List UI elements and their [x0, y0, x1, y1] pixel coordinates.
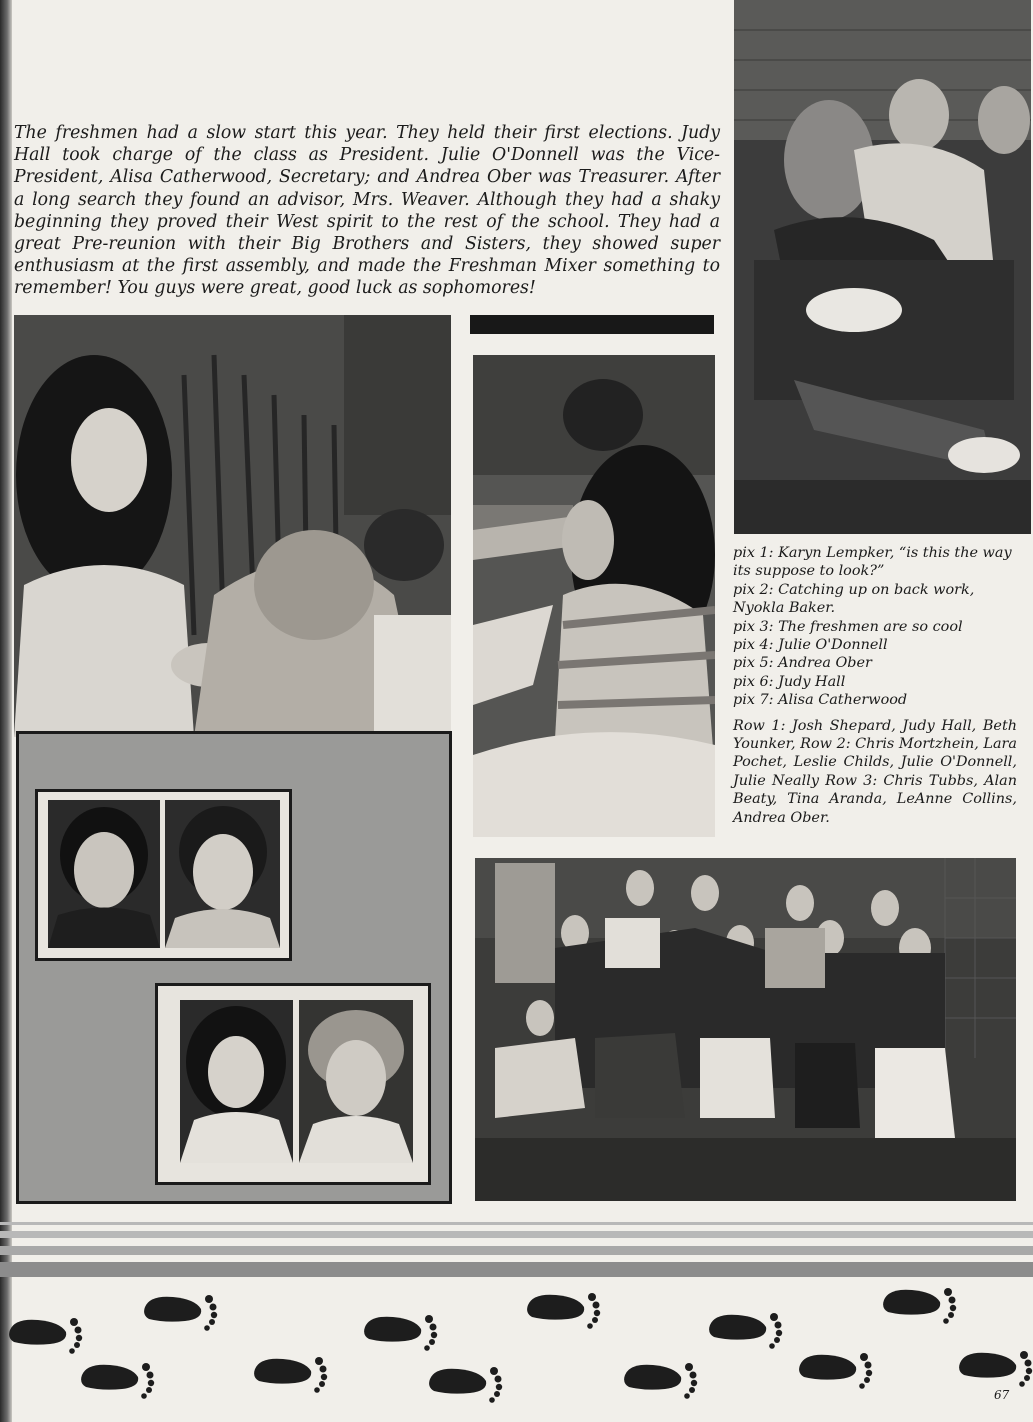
portrait-pix-7: [299, 1000, 413, 1163]
portrait-frame-bottom: [155, 983, 431, 1185]
officer-portraits-panel: [16, 731, 452, 1204]
photo-students-on-bench: [734, 0, 1031, 534]
stripe: [0, 1231, 1033, 1238]
photo-captions: [733, 544, 1017, 827]
footprint-icon: [9, 1318, 82, 1354]
stripe: [0, 1222, 1033, 1225]
footprint-icon: [624, 1363, 697, 1399]
page-binding-shadow: [0, 0, 12, 1422]
stripe: [0, 1246, 1033, 1255]
intro-paragraph: The freshmen had a slow start this year. They held their first elections. Judy Hall took charge of the class as President. Julie O'Donnell was the Vice-President, Alisa Catherwood, Secretary; and Andrea Ober was Treasurer. After a long search they found an advisor, Mrs. Weaver. Although they had a shaky beginning they proved their West spirit to the rest of the school. They had a great Pre-reunion with their Big Brothers and Sisters, they showed super enthusiasm at the first assembly, and made the Freshman Mixer something to remember! You guys were great, good luck as sophomores!: [14, 123, 720, 299]
footprints-decoration: [0, 1283, 1033, 1403]
footprint-icon: [81, 1363, 154, 1399]
footprint-icon: [959, 1351, 1032, 1387]
caption-pix-4: pix 4: Julie O'Donnell: [733, 637, 888, 654]
caption-pix-5: pix 5: Andrea Ober: [733, 655, 872, 672]
footprint-icon: [709, 1313, 782, 1349]
caption-pix-2: pix 2: Catching up on back work, Nyokla Baker.: [733, 581, 975, 617]
footprint-icon: [799, 1353, 872, 1389]
footprint-icon: [144, 1295, 217, 1331]
portrait-pix-5: [165, 800, 280, 948]
footprint-icon: [883, 1288, 956, 1324]
footprint-icon: [429, 1367, 502, 1403]
photo-freshman-officers-group: [475, 858, 1016, 1201]
page-number: 67: [994, 1388, 1010, 1402]
divider-bar: [470, 315, 714, 334]
caption-pix-6: pix 6: Judy Hall: [733, 673, 846, 690]
caption-pix-3: pix 3: The freshmen are so cool: [733, 618, 963, 635]
photo-student-writing: [473, 355, 715, 837]
portrait-pix-6: [180, 1000, 293, 1163]
caption-group-roster: Row 1: Josh Shepard, Judy Hall, Beth Younker, Row 2: Chris Mortzhein, Lara Pochet, Leslie Childs, Julie O'Donnell, Julie Neally Row 3: Chris Tubbs, Alan Beaty, Tina Aranda, LeAnne Collins, Andrea Ober.: [733, 717, 1017, 826]
portrait-frame-top: [35, 789, 292, 961]
photo-girl-smiling: [14, 315, 451, 737]
footprint-icon: [254, 1357, 327, 1393]
footprint-icon: [364, 1315, 437, 1351]
caption-pix-1: pix 1: Karyn Lempker, “is this the way its suppose to look?”: [733, 545, 1012, 580]
stripe: [0, 1262, 1033, 1277]
footprint-icon: [527, 1293, 600, 1329]
caption-pix-7: pix 7: Alisa Catherwood: [733, 692, 908, 709]
portrait-pix-4: [48, 800, 160, 948]
